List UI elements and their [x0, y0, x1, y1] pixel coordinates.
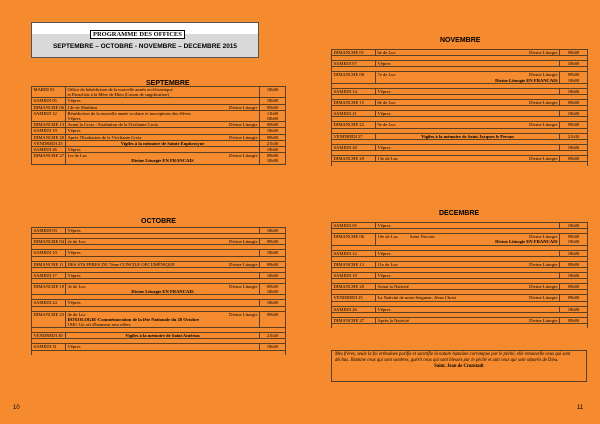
time-value: 18h00 — [266, 158, 279, 164]
section-title-novembre: NOVEMBRE — [440, 37, 481, 44]
row-description — [66, 87, 260, 98]
row-description — [66, 311, 260, 328]
row-time — [560, 234, 588, 245]
schedule-row — [32, 87, 286, 98]
time-value: 18h00 — [266, 272, 279, 278]
time-value: 21h30 — [266, 140, 279, 146]
feast-name: 13e de Luc — [377, 156, 398, 162]
service-type: Divine Liturgie — [229, 261, 258, 267]
row-date: SAMEDI 26 — [332, 306, 376, 312]
time-value: 18h00 — [266, 250, 279, 256]
row-date: VENDREDI 25 — [32, 140, 66, 146]
row-date: DIMANCHE 20 — [332, 284, 376, 290]
schedule-row — [332, 234, 588, 245]
section-title-decembre: DECEMBRE — [439, 210, 480, 217]
time-value: 11h00 — [266, 110, 279, 116]
feast-name: 3e de Luc — [67, 284, 86, 290]
feast-name: Après l'Exaltation de la Vivifiante Croix — [67, 134, 142, 140]
quote-author: Saint. Jean de Cronstadt — [434, 364, 484, 369]
row-date: DIMANCHE 06 — [332, 234, 376, 245]
feast-name: Vêpres — [67, 147, 81, 153]
schedule-row — [32, 284, 286, 295]
page-number-left: 10 — [13, 405, 20, 411]
row-detail: Vêpres — [67, 116, 81, 122]
service-type: Divine Liturgie — [229, 284, 258, 290]
service-type: Divine Liturgie — [529, 100, 558, 106]
row-date: SAMEDI 12 — [32, 110, 66, 121]
quote-text: Mes frères, seule la foi orthodoxe purifie et sanctifie la nature humaine corrompue par le péché, elle renouvelle ceux qui sont déchus. Illumine ceux qui sont sombres, guérit ceux qui sont blessés par le péché et unit ceux qui sont séparés de Dieu. — [335, 352, 571, 363]
row-date: DIMANCHE 08 — [332, 72, 376, 83]
time-value: 18h00 — [266, 289, 279, 295]
schedule-row — [32, 261, 286, 267]
schedule-row — [32, 311, 286, 328]
row-date: DIMANCHE 22 — [332, 122, 376, 128]
row-date: SAMEDI 26 — [32, 147, 66, 153]
time-value: 09h00 — [266, 122, 279, 128]
row-date: DIMANCHE 13 — [332, 261, 376, 267]
time-value: 09h00 — [266, 311, 279, 317]
row-date: SAMEDI 10 — [32, 250, 66, 256]
schedule-table-septembre — [31, 86, 286, 165]
row-date: DIMANCHE 29 — [332, 156, 376, 162]
row-date: SAMEDI 07 — [332, 61, 376, 67]
time-value: 18h00 — [567, 250, 580, 256]
row-date: SAMEDI 14 — [332, 88, 376, 94]
vigil-title: Vigiles à la mémoire de Saint Antérias — [125, 333, 200, 339]
service-type: Divine Liturgie — [529, 284, 558, 290]
service-type: Divine Liturgie — [529, 295, 558, 301]
section-title-septembre: SEPTEMBRE — [146, 80, 190, 87]
schedule-row — [32, 110, 286, 121]
section-title-octobre: OCTOBRE — [141, 218, 176, 225]
french-liturgy: Divine Liturgie EN FRANCAIS — [495, 77, 558, 83]
service-type: Divine Liturgie — [529, 234, 558, 240]
time-value: 09h00 — [567, 317, 580, 323]
time-value: 18h00 — [567, 239, 580, 245]
time-value: 18h00 — [567, 273, 580, 279]
service-type: Divine Liturgie — [229, 153, 258, 159]
time-value: 09h00 — [567, 261, 580, 267]
programme-title: PROGRAMME DES OFFICES — [90, 30, 185, 39]
feast-name: 11e de Luc — [377, 261, 398, 267]
feast-name: 6e de Luc — [377, 50, 396, 55]
row-date: SAMEDI 24 — [32, 300, 66, 306]
row-time — [260, 311, 286, 328]
time-value: 21h30 — [567, 133, 580, 139]
feast-name: Vêpres — [67, 228, 81, 233]
schedule-table-decembre — [331, 222, 588, 328]
service-type: Divine Liturgie — [529, 261, 558, 267]
feast-name: 7e de Luc — [377, 72, 396, 78]
feast-name: La Nativité de notre Seigneur, Jésus Christ — [377, 295, 457, 301]
row-date: MARDI 01 — [32, 87, 66, 98]
feast-name: Vêpres — [67, 98, 81, 104]
row-date: SAMEDI 28 — [332, 144, 376, 150]
row-date: SAMEDI 19 — [32, 128, 66, 134]
vigil-title: Vigiles à la mémoire de Saint Jacques le Persan — [421, 133, 514, 139]
time-value: 09h00 — [567, 295, 580, 301]
quote-box — [331, 350, 587, 382]
row-date: SAMEDI 19 — [332, 273, 376, 279]
row-date: DIMANCHE 27 — [32, 153, 66, 164]
schedule-table-novembre — [331, 49, 588, 166]
service-type: Divine Liturgie — [529, 72, 558, 78]
row-date: SAMEDI 05 — [32, 98, 66, 104]
time-value: 09h00 — [266, 239, 279, 245]
feast-name: 2e de Luc — [67, 239, 86, 245]
row-time — [260, 153, 286, 164]
feast-name: Vêpres — [377, 273, 391, 279]
row-date: DIMANCHE 01 — [332, 50, 376, 56]
time-value: 18h00 — [266, 147, 279, 153]
time-value: 09h00 — [266, 153, 279, 159]
service-type: Divine Liturgie — [229, 134, 258, 140]
row-date: DIMANCHE 04 — [33, 239, 64, 245]
time-value: 09h00 — [266, 104, 279, 110]
row-description — [66, 110, 260, 121]
row-description — [376, 234, 560, 245]
row-date: VENDREDI 30 — [32, 333, 66, 339]
service-type: Divine Liturgie — [529, 50, 558, 55]
feast-name: Vêpres — [67, 300, 81, 306]
schedule-row — [332, 72, 588, 83]
feast-name: Vêpres — [67, 128, 81, 134]
feast-name: Vêpres — [67, 250, 81, 256]
feast-name: Avant la Croix - Exaltation de la Vivifiante Croix — [67, 122, 159, 128]
feast-name: Vêpres — [377, 61, 391, 67]
schedule-row — [32, 153, 286, 164]
time-value: 09h00 — [567, 234, 580, 240]
row-description — [66, 284, 260, 295]
french-liturgy: Divine Liturgie EN FRANCAIS — [495, 239, 558, 245]
time-value: 09h00 — [567, 122, 580, 128]
time-value: 18h00 — [567, 88, 580, 94]
feast-name: Vêpres — [377, 88, 391, 94]
service-type: Divine Liturgie — [529, 156, 558, 162]
service-type: Divine Liturgie — [229, 104, 258, 110]
french-liturgy: Divine Liturgie EN FRANCAIS — [131, 289, 194, 295]
row-date: SAMEDI 17 — [32, 272, 66, 278]
time-value: 18h00 — [567, 223, 580, 228]
time-value: 18h00 — [567, 61, 580, 67]
feast-name: 9e de Luc — [377, 122, 396, 128]
schedule-table-octobre — [31, 227, 286, 355]
feast-name: 1er de Luc — [67, 153, 88, 159]
row-date: DIMANCHE 27 — [332, 317, 376, 323]
row-time — [260, 110, 286, 121]
programme-header — [31, 22, 259, 58]
feast-name: Après la Nativité — [377, 317, 409, 323]
time-value: 18h00 — [567, 306, 580, 312]
time-value: 09h00 — [567, 72, 580, 78]
row-date: DIMANCHE 20 — [33, 134, 64, 140]
feast-name: 8e de Luc — [377, 100, 396, 106]
feast-name: Vêpres — [377, 111, 391, 117]
feast-name: 14e de Matthieu — [67, 104, 98, 110]
time-value: 18h00 — [266, 344, 279, 350]
row-date: SAMEDI 05 — [332, 223, 376, 229]
row-spacer — [32, 350, 286, 355]
french-liturgy: Divine Liturgie EN FRANCAIS — [131, 158, 194, 164]
row-description — [376, 72, 560, 83]
row-spacer — [332, 324, 588, 329]
service-type: Divine Liturgie — [229, 311, 258, 317]
time-value: 18h00 — [567, 144, 580, 150]
row-date: DIMANCHE 11 — [33, 261, 64, 267]
row-date: DIMANCHE 25 — [32, 311, 66, 328]
row-date: SAMEDI 21 — [332, 111, 376, 117]
feast-name: DES STS PERES DU 7ème CONCILE OECUMÉNIQUE — [67, 261, 175, 267]
time-value: 09h00 — [266, 134, 279, 140]
time-value: 09h00 — [567, 284, 580, 290]
time-value: 09h00 — [567, 100, 580, 106]
row-date: SAMEDI 03 — [32, 228, 66, 234]
time-value: 18h00 — [567, 111, 580, 117]
row-detail: et Paraclisis à la Mère de Dieu (Canon de supplication) — [67, 92, 169, 98]
feast-name: Vêpres — [377, 144, 391, 150]
row-description — [66, 261, 260, 267]
row-date: VENDREDI 27 — [332, 133, 376, 139]
feast-name: Bénédiction de la nouvelle année scolaire et inscriptions des élèves — [67, 110, 191, 116]
feast-name: Vêpres — [67, 272, 81, 278]
row-date: DIMANCHE 13 — [33, 122, 64, 128]
row-date: DIMANCHE 18 — [32, 284, 66, 295]
row-date: VENDREDI 25 — [332, 295, 376, 301]
row-time — [260, 87, 286, 98]
service-type: Divine Liturgie — [529, 317, 558, 323]
time-value: 09h00 — [567, 50, 580, 55]
time-value: 18h00 — [266, 116, 279, 122]
feast-name: Vêpres — [67, 344, 81, 350]
feast-name: 10e de Luc — [377, 234, 398, 240]
feast-name: Vêpres — [377, 223, 391, 228]
time-value: 18h00 — [266, 128, 279, 134]
feast-name: Vêpres — [377, 306, 391, 312]
service-type: Divine Liturgie — [529, 122, 558, 128]
service-type: Divine Liturgie — [229, 122, 258, 128]
row-detail: 1940. Un ofr d'honneur sera offert. — [67, 322, 132, 328]
time-value: 18h00 — [567, 77, 580, 83]
row-spacer — [332, 162, 588, 167]
vigil-title: Vigiles à la mémoire de Sainte Euphrosyne — [120, 140, 205, 146]
row-date: SAMEDI 12 — [332, 250, 376, 256]
feast-name: Avant la Nativité — [377, 284, 409, 290]
row-date: DIMANCHE 15 — [332, 100, 376, 106]
time-value: 18h00 — [266, 300, 279, 306]
time-value: 18h00 — [266, 87, 279, 92]
row-date: DIMANCHE 06 — [33, 104, 64, 110]
feast-name: Office de bénédiction de la nouvelle année ecclésiastique — [67, 87, 173, 92]
programme-subtitle: SEPTEMBRE – OCTOBRE - NOVEMBRE – DECEMBRE 2015 — [52, 43, 238, 50]
time-value: 21h30 — [266, 333, 279, 339]
feast-name: 4e de Luc — [67, 311, 86, 317]
row-date: SAMEDI 31 — [32, 344, 66, 350]
time-value: 09h00 — [266, 261, 279, 267]
service-type: Divine Liturgie — [229, 239, 258, 245]
feast-name: Vêpres — [377, 250, 391, 256]
time-value: 09h00 — [567, 156, 580, 162]
row-time — [260, 284, 286, 295]
row-detail: DOXOLOGIE-Commémoration de la fête Nationale du 28 Octobre — [67, 316, 200, 322]
row-time — [560, 72, 588, 83]
saint-name: Saint Nicolas — [409, 234, 435, 240]
row-description — [66, 153, 260, 164]
time-value: 09h00 — [266, 284, 279, 290]
page-number-right: 11 — [577, 405, 584, 411]
time-value: 18h00 — [266, 98, 279, 104]
time-value: 18h00 — [266, 228, 279, 233]
